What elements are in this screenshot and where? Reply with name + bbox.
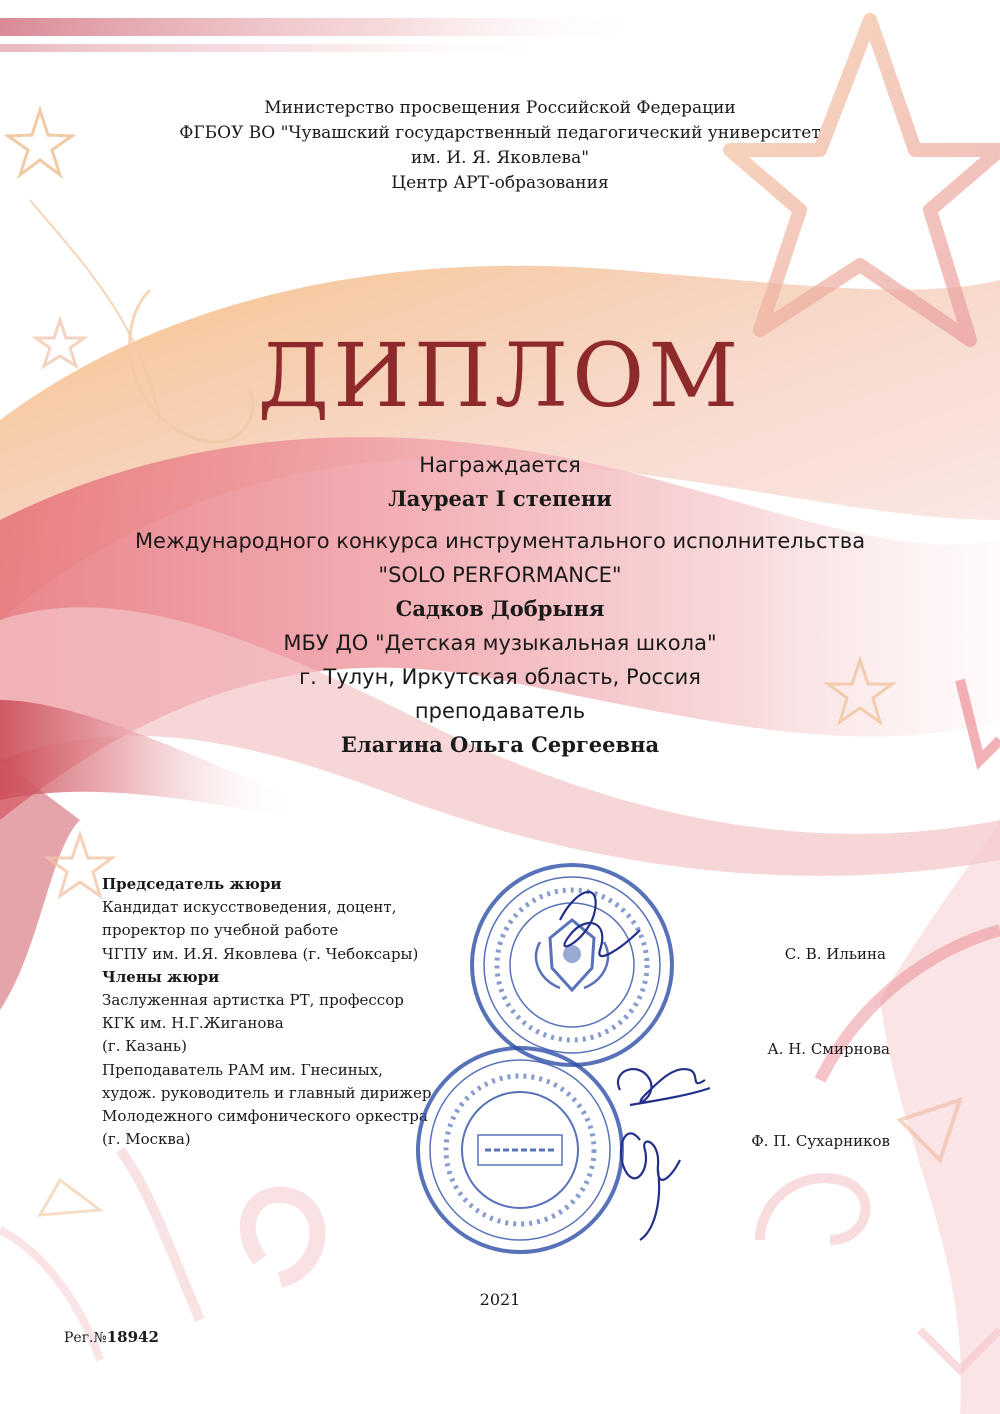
diploma-title-text: ДИПЛОМ: [257, 324, 743, 427]
award-block: [0, 448, 1000, 762]
header-center: Центр АРТ-образования: [391, 173, 609, 193]
jury-member1-line: (г. Казань): [102, 1037, 187, 1056]
signature-name-chair: С. В. Ильина: [784, 945, 886, 963]
center-seal: [418, 1048, 622, 1252]
location-text: г. Тулун, Иркутская область, Россия: [299, 665, 701, 689]
participant-name: Садков Добрыня: [395, 596, 605, 621]
jury-chair-line: ЧГПУ им. И.Я. Яковлева (г. Чебоксары): [102, 944, 419, 963]
jury-members-heading: Члены жюри: [102, 967, 220, 986]
jury-member1-line: Заслуженная артистка РТ, профессор: [102, 991, 404, 1010]
signature-name-member2: Ф. П. Сухарников: [751, 1132, 890, 1150]
contest-name-line2: "SOLO PERFORMANCE": [378, 563, 622, 587]
jury-chair-line: проректор по учебной работе: [102, 921, 339, 940]
diploma-title: [250, 318, 750, 428]
jury-member1-line: КГК им. Н.Г.Жиганова: [102, 1014, 284, 1033]
registration-number: [64, 1328, 159, 1346]
signature-name-member1: А. Н. Смирнова: [767, 1040, 890, 1058]
jury-member2-line: (г. Москва): [102, 1130, 191, 1149]
header-university-name: им. И. Я. Яковлева": [410, 148, 590, 168]
teacher-label: преподаватель: [414, 699, 586, 723]
issuer-header: [0, 96, 1000, 196]
ministry-seal: [472, 865, 672, 1065]
seals-and-signatures: [400, 850, 710, 1270]
jury-chair-heading: Председатель жюри: [102, 875, 282, 893]
jury-chair-line: Кандидат искусствоведения, доцент,: [102, 898, 397, 917]
teacher-name: Елагина Ольга Сергеевна: [340, 732, 660, 757]
jury-member2-line: Преподаватель РАМ им. Гнесиных,: [102, 1060, 383, 1079]
header-university: ФГБОУ ВО "Чувашский государственный педагогический университет: [179, 123, 821, 143]
contest-name-line1: Международного конкурса инструментального исполнительства: [134, 529, 866, 553]
awarded-label: Награждается: [419, 453, 581, 477]
jury-member2-line: Молодежного симфонического оркестра: [102, 1107, 428, 1126]
degree-text: Лауреат I степени: [388, 486, 612, 511]
issue-year: 2021: [479, 1290, 521, 1309]
registration-label: Рег.№: [64, 1330, 107, 1346]
header-ministry: Министерство просвещения Российской Федерации: [264, 98, 736, 118]
school-name: МБУ ДО "Детская музыкальная школа": [283, 631, 717, 655]
jury-member2-line: худож. руководитель и главный дирижер: [102, 1083, 432, 1102]
signature-member1: [618, 1069, 710, 1105]
registration-value: 18942: [106, 1328, 159, 1346]
